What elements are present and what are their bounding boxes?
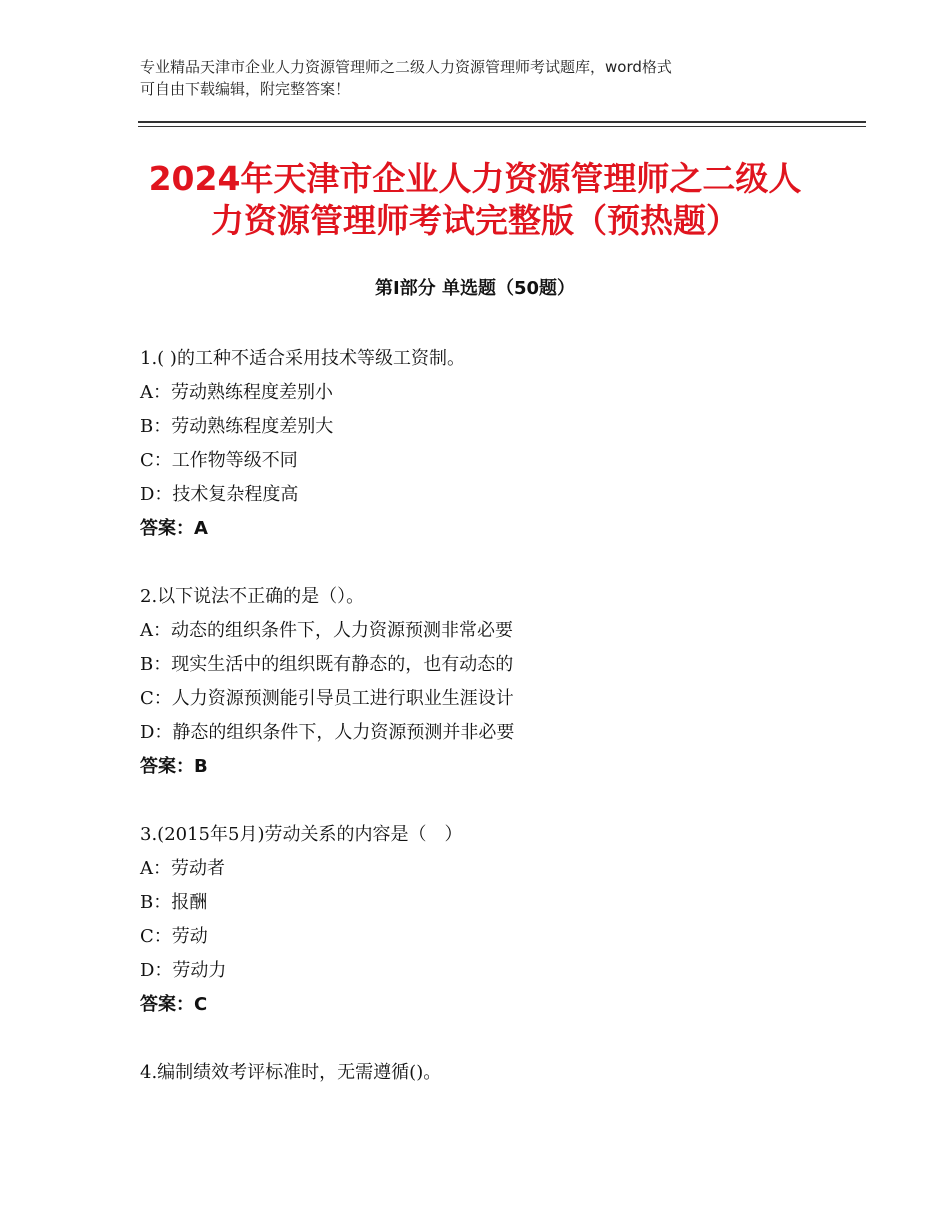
title-line-1: 2024年天津市企业人力资源管理师之二级人	[148, 159, 802, 198]
question-stem: 1.( )的工种不适合采用技术等级工资制。	[140, 348, 465, 369]
option-a: A：动态的组织条件下，人力资源预测非常必要	[140, 620, 513, 641]
option-d: D：静态的组织条件下，人力资源预测并非必要	[140, 722, 515, 743]
question-stem: 4.编制绩效考评标准时，无需遵循()。	[140, 1062, 442, 1083]
question-2	[140, 580, 860, 784]
answer-label: 答案：A	[140, 518, 208, 539]
title-line-2: 力资源管理师考试完整版（预热题）	[211, 201, 739, 240]
option-d: D：劳动力	[140, 960, 227, 981]
answer-label: 答案：B	[140, 756, 208, 777]
question-3	[140, 818, 860, 1022]
option-c: C：劳动	[140, 926, 208, 947]
option-b: B：现实生活中的组织既有静态的，也有动态的	[140, 654, 514, 675]
option-b: B：报酬	[140, 892, 208, 913]
question-stem: 3.(2015年5月)劳动关系的内容是（ ）	[140, 824, 463, 845]
part-title: 第Ⅰ部分 单选题（50题）	[374, 278, 575, 299]
option-b: B：劳动熟练程度差别大	[140, 416, 334, 437]
question-stem: 2.以下说法不正确的是（）。	[140, 586, 365, 607]
question-4	[140, 1056, 860, 1090]
question-1	[140, 342, 860, 546]
option-a: A：劳动者	[140, 858, 225, 879]
document-title	[100, 158, 850, 242]
option-a: A：劳动熟练程度差别小	[140, 382, 333, 403]
option-d: D：技术复杂程度高	[140, 484, 299, 505]
answer-label: 答案：C	[140, 994, 208, 1015]
option-c: C：人力资源预测能引导员工进行职业生涯设计	[140, 688, 514, 709]
header-rule-thick	[138, 121, 866, 123]
page-header	[140, 56, 820, 100]
header-rule-thin	[138, 126, 866, 127]
question-list	[140, 342, 860, 1124]
header-line-1: 专业精品天津市企业人力资源管理师之二级人力资源管理师考试题库，word格式	[140, 58, 672, 76]
header-line-2: 可自由下载编辑，附完整答案！	[140, 80, 351, 98]
option-c: C：工作物等级不同	[140, 450, 298, 471]
